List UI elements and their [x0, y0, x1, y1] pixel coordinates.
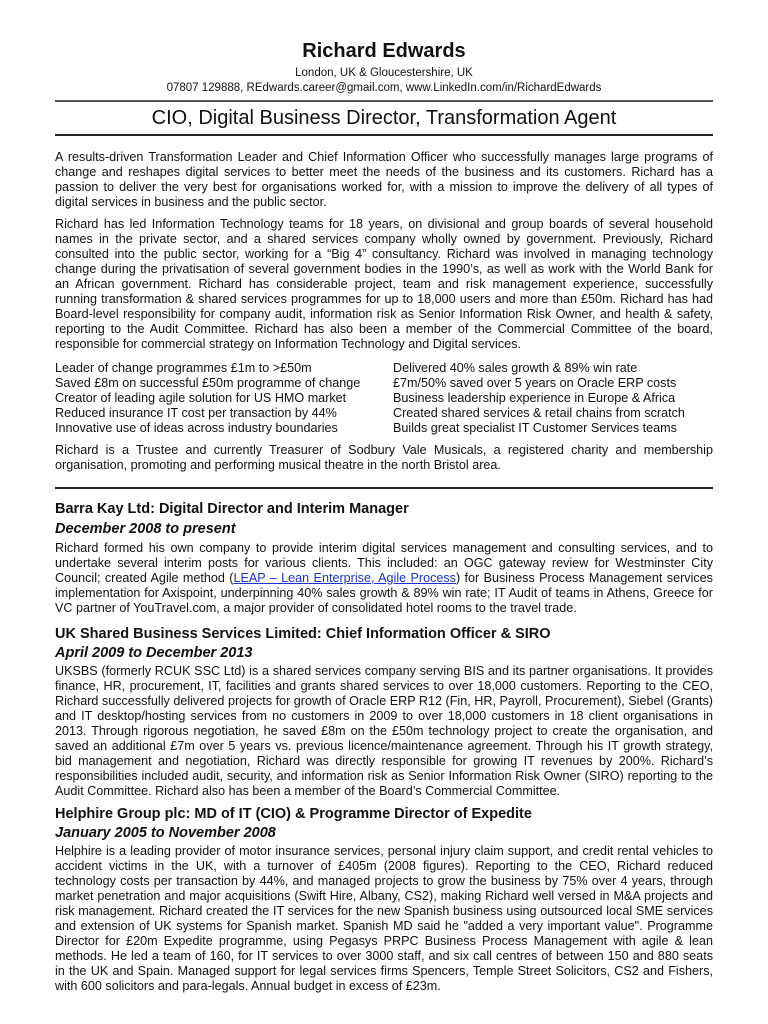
highlight-item: Created shared services & retail chains from scratch — [393, 406, 685, 420]
divider — [55, 487, 713, 489]
job-dates: December 2008 to present — [55, 521, 236, 537]
divider — [55, 134, 713, 136]
job-title: Barra Kay Ltd: Digital Director and Interim Manager — [55, 501, 409, 517]
highlight-item: Builds great specialist IT Customer Services teams — [393, 421, 677, 435]
job-dates: April 2009 to December 2013 — [55, 645, 253, 661]
highlight-item: Business leadership experience in Europe & Africa — [393, 391, 676, 405]
summary-paragraph: A results-driven Transformation Leader and Chief Information Officer who successfully manages large programs of change and reshapes digital services to better meet the needs of the business and its customers. Richard has a passion to deliver the very best for organisations worked for, with a mission to improve the delivery of all types of digital services in business and the public sector. — [55, 150, 713, 209]
leap-link[interactable]: LEAP – Lean Enterprise, Agile Process — [233, 571, 456, 585]
highlight-item: Saved £8m on successful £50m programme of change — [55, 376, 361, 390]
job-dates: January 2005 to November 2008 — [55, 825, 276, 841]
charity-paragraph: Richard is a Trustee and currently Treasurer of Sodbury Vale Musicals, a registered charity and membership organisation, promoting and performing musical theatre in the north Bristol area. — [55, 443, 713, 472]
highlights-left — [55, 361, 393, 436]
contact-details: 07807 129888, REdwards.career@gmail.com, www.LinkedIn.com/in/RichardEdwards — [166, 82, 602, 94]
job-description — [55, 541, 713, 616]
job-text: ) for Business Process Management services implementation for Axispoint, underpinning 40% sales growth & 89% win rate; IT Audit of teams in Athens, Greece for VC partner of YouTravel.com, a major provider of consolidated hotel rooms to the travel trade. — [55, 571, 713, 615]
highlights-right — [393, 361, 713, 436]
candidate-name: Richard Edwards — [302, 40, 466, 62]
location: London, UK & Gloucestershire, UK — [295, 67, 473, 79]
highlight-item: £7m/50% saved over 5 years on Oracle ERP costs — [393, 376, 677, 390]
job-description: Helphire is a leading provider of motor insurance services, personal injury claim support, and credit rental vehicles to accident victims in the UK, with a turnover of £405m (2008 figures). Reporting to the CEO, Richard reduced technology costs per transaction by 44%, and managed projects to grow the business by 75% over 4 years, through market penetration and major acquisitions (Swift Hire, Albany, CS2), making Richard well versed in M&A projects and risk management. Richard created the IT services for the new Spanish business using outsourced local SME services and extension of UK systems for Spanish market. Spanish MD said he "added a very important value". Programme Director for £20m Expedite programme, using Pegasys PRPC Business Process Management with agile & lean methods. He led a team of 160, for IT services to over 3000 staff, and six call centres of between 150 and 880 seats in the UK and Spain. Managed support for legal services firms Spencers, Temple Street Solicitors, CS2 and Fishers, with 600 solicitors and para-legals. Annual budget in excess of £23m. — [55, 844, 713, 993]
job-title: UK Shared Business Services Limited: Chief Information Officer & SIRO — [55, 626, 551, 642]
highlights — [55, 361, 713, 436]
job-title: Helphire Group plc: MD of IT (CIO) & Programme Director of Expedite — [55, 806, 532, 822]
headline: CIO, Digital Business Director, Transformation Agent — [151, 107, 617, 129]
highlight-item: Creator of leading agile solution for US HMO market — [55, 391, 347, 405]
job-text: Richard formed his own company to provide interim digital services management and consulting services, and to undertake several interim posts for various clients. This included: an OGC gateway review for Westminster City Council; created Agile method ( — [55, 541, 713, 585]
highlight-item: Delivered 40% sales growth & 89% win rate — [393, 361, 638, 375]
job-description: UKSBS (formerly RCUK SSC Ltd) is a shared services company serving BIS and its partner organisations. It provides finance, HR, procurement, IT, facilities and grants shared services to over 18,000 customers. Reporting to the CEO, Richard successfully delivered projects for growth of Oracle ERP R12 (Fin, HR, Payroll, Procurement), Siebel (Grants) and IT desktop/hosting services from no customers in 2009 to over 18,000 customers in 18 client organisations in 2013. Through rigorous negotiation, he saved £8m on the £50m technology project to create the organisation, and saved an additional £7m over 5 years vs. previous licence/maintenance agreement. Through his IT growth strategy, bid management and negotiation, Richard was directly responsible for growing IT revenues by 200%. Richard’s responsibilities included audit, security, and information risk as Senior Information Risk Owner (SIRO) reporting to the Audit Committee. Richard also has been a member of the Board’s Commercial Committee. — [55, 664, 713, 798]
divider — [55, 100, 713, 102]
experience-paragraph: Richard has led Information Technology teams for 18 years, on divisional and group boards of several household names in the private sector, and a shared services company wholly owned by government. Previously, Richard consulted into the public sector, working for a “Big 4” consultancy. Richard was involved in managing technology change during the privatisation of several government bodies in the 1990’s, as well as work with the World Bank for an African government. Richard has considerable project, team and risk management experience, successfully running transformation & shared services programmes for up to 18,000 users and more than £50m. Richard has had Board-level responsibility for company audit, information risk as Senior Information Risk Owner, and health & safety, reporting to the Audit Committee. Richard has also been a member of the Commercial Committee of the board, responsible for commercial strategy on Information Technology and Digital services. — [55, 217, 713, 351]
highlight-item: Leader of change programmes £1m to >£50m — [55, 361, 312, 375]
highlight-item: Innovative use of ideas across industry boundaries — [55, 421, 338, 435]
highlight-item: Reduced insurance IT cost per transaction by 44% — [55, 406, 337, 420]
